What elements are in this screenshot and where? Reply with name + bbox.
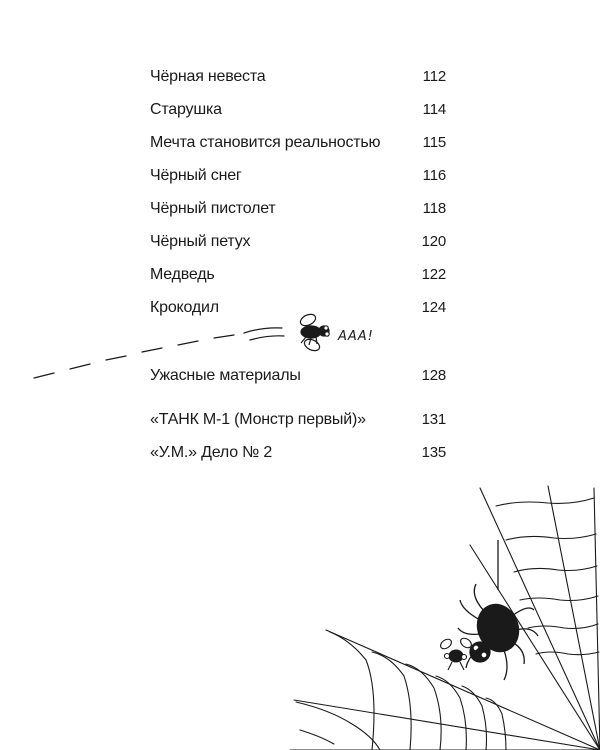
toc-entry-title: Ужасные материалы bbox=[150, 367, 301, 384]
toc-entry-page: 131 bbox=[421, 411, 446, 428]
toc-entry-page: 114 bbox=[422, 101, 446, 118]
toc-entry-title: «У.М.» Дело № 2 bbox=[150, 444, 273, 461]
toc-entry-title: Крокодил bbox=[150, 299, 219, 316]
toc-entry-title: Чёрный снег bbox=[150, 167, 242, 184]
toc-entry-title: «ТАНК М-1 (Монстр первый)» bbox=[150, 411, 366, 428]
toc-entry-title: Мечта становится реальностью bbox=[150, 134, 381, 151]
fly-shout-text: AAA! bbox=[338, 329, 374, 344]
toc-entry-title: Чёрный пистолет bbox=[150, 200, 276, 217]
web-threads bbox=[290, 486, 600, 750]
toc-entry-page: 124 bbox=[421, 299, 446, 316]
spider-icon bbox=[458, 540, 538, 680]
toc-entry-page: 115 bbox=[422, 134, 446, 151]
toc-entry-page: 122 bbox=[421, 266, 446, 283]
toc-entry-page: 128 bbox=[421, 367, 446, 384]
toc-entry-title: Чёрный петух bbox=[150, 233, 251, 250]
toc-entry-title: Чёрная невеста bbox=[150, 68, 266, 85]
toc-entry-title: Старушка bbox=[150, 101, 222, 118]
toc-entry-page: 112 bbox=[422, 68, 446, 85]
toc-entry-page: 120 bbox=[421, 233, 446, 250]
toc-entry-page: 135 bbox=[421, 444, 446, 461]
caught-fly-icon bbox=[439, 636, 473, 670]
toc-entry-page: 118 bbox=[422, 200, 446, 217]
toc-entry-title: Медведь bbox=[150, 266, 215, 283]
toc-entry-page: 116 bbox=[422, 167, 446, 184]
